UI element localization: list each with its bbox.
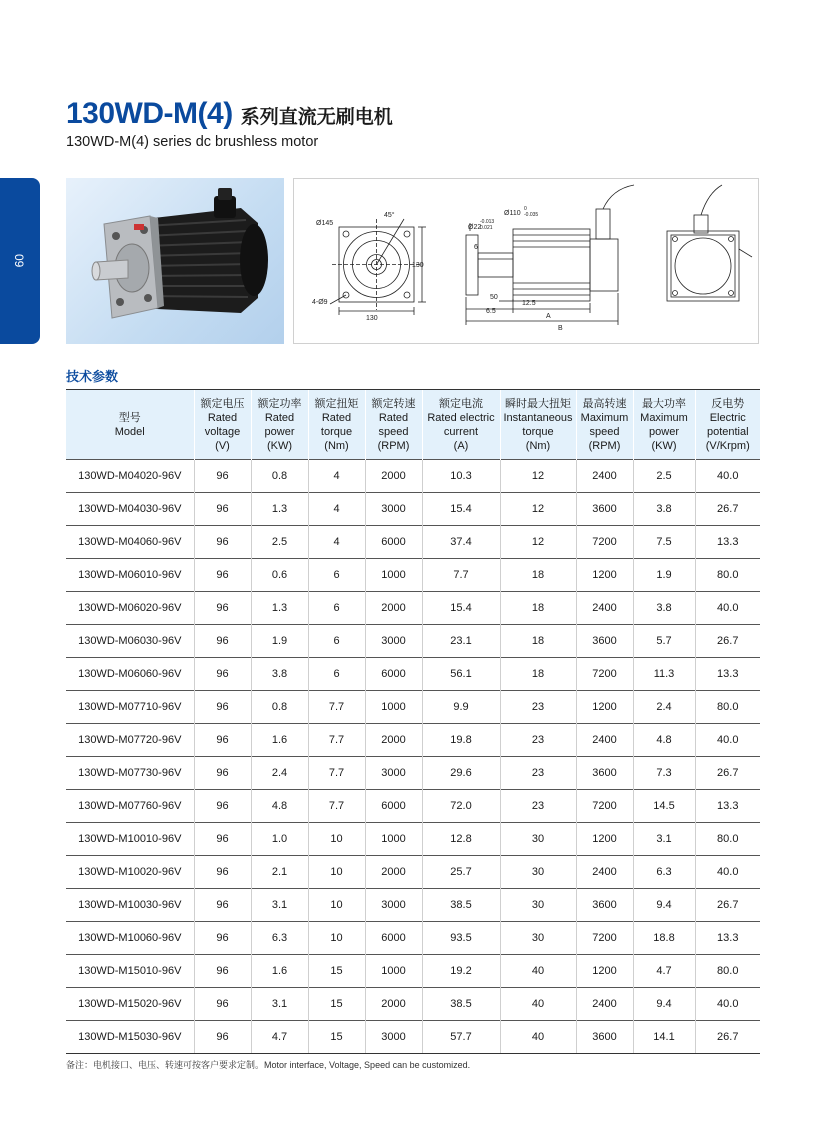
model-cell: 130WD-M06010-96V (66, 559, 194, 592)
table-row (66, 691, 760, 724)
table-cell: 7.7 (422, 559, 500, 592)
model-cell: 130WD-M06060-96V (66, 658, 194, 691)
table-cell: 19.2 (422, 955, 500, 988)
table-cell: 40 (500, 1021, 576, 1054)
table-cell: 3.1 (251, 988, 308, 1021)
title-model: 130WD-M(4) (66, 97, 233, 130)
dim-angle: 45° (384, 212, 395, 219)
table-cell: 7.7 (308, 691, 365, 724)
spec-table (66, 389, 760, 1054)
table-cell: 12 (500, 493, 576, 526)
table-cell: 18 (500, 658, 576, 691)
table-cell: 3.8 (251, 658, 308, 691)
table-cell: 96 (194, 922, 251, 955)
table-cell: 26.7 (695, 1021, 760, 1054)
table-cell: 23 (500, 790, 576, 823)
table-cell: 23 (500, 691, 576, 724)
table-row (66, 856, 760, 889)
table-cell: 5.7 (633, 625, 695, 658)
table-cell: 1000 (365, 559, 422, 592)
table-cell: 56.1 (422, 658, 500, 691)
table-cell: 3600 (576, 493, 633, 526)
table-cell: 3.1 (251, 889, 308, 922)
model-cell: 130WD-M07720-96V (66, 724, 194, 757)
table-cell: 2400 (576, 592, 633, 625)
model-cell: 130WD-M10020-96V (66, 856, 194, 889)
column-header (66, 390, 194, 460)
column-header-cn: 额定电压 (200, 397, 245, 410)
table-row (66, 823, 760, 856)
table-cell: 9.4 (633, 988, 695, 1021)
table-row (66, 625, 760, 658)
table-row (66, 559, 760, 592)
table-cell: 25.7 (422, 856, 500, 889)
column-header-en: Maximum power (KW) (640, 411, 688, 452)
table-cell: 12 (500, 526, 576, 559)
table-cell: 2000 (365, 988, 422, 1021)
column-header (695, 390, 760, 460)
dimension-svg (294, 179, 760, 345)
table-cell: 96 (194, 955, 251, 988)
table-cell: 72.0 (422, 790, 500, 823)
table-cell: 80.0 (695, 691, 760, 724)
column-header-en: Rated electric current (A) (427, 411, 495, 452)
column-header-cn: 额定转速 (371, 397, 416, 410)
column-header-cn: 最大功率 (642, 397, 686, 410)
table-row (66, 757, 760, 790)
model-cell: 130WD-M07760-96V (66, 790, 194, 823)
table-cell: 9.9 (422, 691, 500, 724)
table-cell: 38.5 (422, 889, 500, 922)
table-cell: 2000 (365, 592, 422, 625)
column-header-cn: 额定扭矩 (314, 397, 359, 410)
table-cell: 96 (194, 691, 251, 724)
table-cell: 7.7 (308, 724, 365, 757)
table-cell: 7.3 (633, 757, 695, 790)
table-cell: 11.3 (633, 658, 695, 691)
table-cell: 96 (194, 460, 251, 493)
table-cell: 57.7 (422, 1021, 500, 1054)
table-cell: 13.3 (695, 790, 760, 823)
table-cell: 2000 (365, 460, 422, 493)
table-cell: 1200 (576, 559, 633, 592)
table-cell: 96 (194, 592, 251, 625)
dim-d22-tol-bot: 0.021 (480, 225, 493, 231)
table-cell: 96 (194, 658, 251, 691)
table-cell: 3000 (365, 757, 422, 790)
motor-photo (66, 178, 284, 344)
column-header (308, 390, 365, 460)
table-cell: 2000 (365, 724, 422, 757)
table-cell: 9.4 (633, 889, 695, 922)
table-cell: 4.8 (633, 724, 695, 757)
dim-side-130: 130 (412, 262, 424, 269)
table-cell: 7200 (576, 790, 633, 823)
table-cell: 6000 (365, 526, 422, 559)
table-cell: 6 (308, 559, 365, 592)
table-cell: 96 (194, 889, 251, 922)
table-cell: 3.8 (633, 493, 695, 526)
table-cell: 1200 (576, 823, 633, 856)
model-cell: 130WD-M07730-96V (66, 757, 194, 790)
table-cell: 4.8 (251, 790, 308, 823)
table-cell: 26.7 (695, 625, 760, 658)
model-cell: 130WD-M04020-96V (66, 460, 194, 493)
column-header (422, 390, 500, 460)
table-cell: 96 (194, 1021, 251, 1054)
table-cell: 1.6 (251, 724, 308, 757)
table-cell: 10 (308, 922, 365, 955)
column-header-cn: 最高转速 (582, 397, 627, 410)
table-cell: 4.7 (633, 955, 695, 988)
table-cell: 4 (308, 526, 365, 559)
table-cell: 96 (194, 757, 251, 790)
table-cell: 40.0 (695, 460, 760, 493)
table-cell: 6 (308, 625, 365, 658)
table-cell: 6.3 (251, 922, 308, 955)
dim-A: A (546, 313, 551, 320)
table-cell: 1.3 (251, 493, 308, 526)
table-cell: 6.3 (633, 856, 695, 889)
table-cell: 23 (500, 724, 576, 757)
table-cell: 96 (194, 988, 251, 1021)
table-cell: 93.5 (422, 922, 500, 955)
table-cell: 80.0 (695, 559, 760, 592)
table-cell: 2.5 (633, 460, 695, 493)
table-cell: 96 (194, 526, 251, 559)
column-header-cn: 反电势 (711, 397, 745, 410)
table-cell: 3600 (576, 889, 633, 922)
table-cell: 1.9 (251, 625, 308, 658)
table-cell: 26.7 (695, 889, 760, 922)
table-cell: 0.8 (251, 460, 308, 493)
dim-bottom-130: 130 (366, 315, 378, 322)
column-header-en: Rated speed (RPM) (377, 411, 410, 452)
table-cell: 3000 (365, 1021, 422, 1054)
table-cell: 1.0 (251, 823, 308, 856)
table-cell: 14.5 (633, 790, 695, 823)
table-cell: 13.3 (695, 526, 760, 559)
title-cn: 系列直流无刷电机 (240, 107, 393, 128)
table-cell: 2400 (576, 724, 633, 757)
table-cell: 26.7 (695, 757, 760, 790)
dim-B: B (558, 325, 563, 332)
model-cell: 130WD-M15030-96V (66, 1021, 194, 1054)
model-cell: 130WD-M07710-96V (66, 691, 194, 724)
dim-6-5: 6.5 (486, 308, 496, 315)
table-cell: 80.0 (695, 955, 760, 988)
footnote: 备注：电机接口、电压、转速可按客户要求定制。Motor interface, Voltage, Speed can be customized. (66, 1060, 471, 1070)
table-cell: 6 (308, 658, 365, 691)
table-cell: 2000 (365, 856, 422, 889)
table-row (66, 922, 760, 955)
table-cell: 3600 (576, 757, 633, 790)
column-header-en: Maximum speed (RPM) (580, 411, 629, 452)
table-cell: 1.6 (251, 955, 308, 988)
table-row (66, 988, 760, 1021)
table-cell: 1200 (576, 691, 633, 724)
table-cell: 23.1 (422, 625, 500, 658)
table-cell: 2400 (576, 856, 633, 889)
table-cell: 19.8 (422, 724, 500, 757)
model-cell: 130WD-M15020-96V (66, 988, 194, 1021)
table-cell: 10.3 (422, 460, 500, 493)
table-cell: 30 (500, 889, 576, 922)
column-header (633, 390, 695, 460)
table-cell: 3.1 (633, 823, 695, 856)
table-cell: 96 (194, 724, 251, 757)
model-cell: 130WD-M10060-96V (66, 922, 194, 955)
table-row (66, 889, 760, 922)
column-header-cn: 额定功率 (257, 397, 302, 410)
table-cell: 30 (500, 823, 576, 856)
table-cell: 14.1 (633, 1021, 695, 1054)
model-cell: 130WD-M04060-96V (66, 526, 194, 559)
dim-d110-tol-top: 0 (524, 206, 527, 212)
table-cell: 7.5 (633, 526, 695, 559)
dim-holes: 4-Ø9 (312, 299, 328, 306)
column-header (365, 390, 422, 460)
table-cell: 1200 (576, 955, 633, 988)
table-cell: 40.0 (695, 724, 760, 757)
table-row (66, 493, 760, 526)
table-row (66, 790, 760, 823)
dim-6: 6 (474, 244, 478, 251)
table-cell: 12 (500, 460, 576, 493)
column-header-cn: 型号 (118, 411, 141, 424)
table-row (66, 592, 760, 625)
table-cell: 10 (308, 889, 365, 922)
table-cell: 30 (500, 856, 576, 889)
table-cell: 40.0 (695, 856, 760, 889)
table-cell: 1000 (365, 955, 422, 988)
table-row (66, 658, 760, 691)
column-header-en: Rated power (KW) (264, 411, 295, 452)
dim-d110: Ø110 (504, 210, 521, 217)
column-header (194, 390, 251, 460)
table-cell: 4 (308, 493, 365, 526)
page-number: 09 (12, 254, 26, 268)
table-cell: 13.3 (695, 922, 760, 955)
table-cell: 37.4 (422, 526, 500, 559)
column-header-cn: 额定电流 (439, 397, 483, 410)
table-cell: 38.5 (422, 988, 500, 1021)
table-cell: 7200 (576, 922, 633, 955)
table-cell: 3.8 (633, 592, 695, 625)
table-cell: 0.8 (251, 691, 308, 724)
table-cell: 7.7 (308, 757, 365, 790)
column-header-en: Model (114, 425, 145, 438)
column-header (500, 390, 576, 460)
column-header-cn: 瞬时最大扭矩 (505, 397, 571, 410)
table-cell: 3000 (365, 493, 422, 526)
table-cell: 29.6 (422, 757, 500, 790)
dim-50: 50 (490, 294, 498, 301)
table-cell: 96 (194, 493, 251, 526)
table-cell: 6 (308, 592, 365, 625)
table-cell: 23 (500, 757, 576, 790)
column-header-en: Instantaneous torque (Nm) (503, 411, 573, 452)
table-cell: 18.8 (633, 922, 695, 955)
table-cell: 3000 (365, 625, 422, 658)
table-cell: 1.3 (251, 592, 308, 625)
section-title: 技术参数 (66, 369, 119, 384)
table-cell: 2400 (576, 988, 633, 1021)
table-cell: 13.3 (695, 658, 760, 691)
column-header (251, 390, 308, 460)
dimension-drawing (293, 178, 759, 344)
table-cell: 2.5 (251, 526, 308, 559)
table-cell: 7.7 (308, 790, 365, 823)
table-cell: 15 (308, 955, 365, 988)
table-cell: 7200 (576, 658, 633, 691)
table-cell: 1000 (365, 691, 422, 724)
table-cell: 3600 (576, 625, 633, 658)
dim-d145: Ø145 (316, 220, 334, 227)
table-cell: 40.0 (695, 592, 760, 625)
table-cell: 18 (500, 592, 576, 625)
table-cell: 7200 (576, 526, 633, 559)
table-cell: 2400 (576, 460, 633, 493)
table-cell: 40 (500, 955, 576, 988)
table-cell: 0.6 (251, 559, 308, 592)
table-cell: 96 (194, 856, 251, 889)
table-cell: 26.7 (695, 493, 760, 526)
table-cell: 18 (500, 559, 576, 592)
table-cell: 96 (194, 559, 251, 592)
table-cell: 15.4 (422, 592, 500, 625)
table-cell: 40.0 (695, 988, 760, 1021)
table-row (66, 460, 760, 493)
model-cell: 130WD-M06020-96V (66, 592, 194, 625)
table-cell: 15 (308, 1021, 365, 1054)
table-cell: 96 (194, 790, 251, 823)
table-row (66, 724, 760, 757)
column-header-en: Electric potential (V/Krpm) (705, 411, 750, 452)
column-header-en: Rated torque (Nm) (320, 411, 353, 452)
table-cell: 6000 (365, 658, 422, 691)
table-cell: 10 (308, 823, 365, 856)
model-cell: 130WD-M15010-96V (66, 955, 194, 988)
table-cell: 6000 (365, 790, 422, 823)
table-cell: 80.0 (695, 823, 760, 856)
table-cell: 12.8 (422, 823, 500, 856)
dim-d22: Ø22 (468, 224, 482, 231)
table-cell: 40 (500, 988, 576, 1021)
model-cell: 130WD-M06030-96V (66, 625, 194, 658)
page-number-tab (0, 178, 40, 344)
page-subtitle: 130WD-M(4) series dc brushless motor (66, 134, 319, 150)
table-cell: 18 (500, 625, 576, 658)
table-header-row (66, 390, 760, 460)
table-cell: 2.4 (633, 691, 695, 724)
dim-d110-tol-bot: -0.035 (524, 212, 539, 218)
column-header (576, 390, 633, 460)
model-cell: 130WD-M10010-96V (66, 823, 194, 856)
table-cell: 96 (194, 823, 251, 856)
table-row (66, 955, 760, 988)
table-cell: 30 (500, 922, 576, 955)
table-cell: 15 (308, 988, 365, 1021)
dim-d22-tol-top: -0.013 (480, 219, 495, 225)
table-cell: 15.4 (422, 493, 500, 526)
table-cell: 4.7 (251, 1021, 308, 1054)
table-row (66, 526, 760, 559)
page-title (66, 97, 393, 131)
dim-12-5: 12.5 (522, 300, 536, 307)
table-cell: 3600 (576, 1021, 633, 1054)
table-cell: 2.4 (251, 757, 308, 790)
table-cell: 6000 (365, 922, 422, 955)
motor-illustration (66, 178, 284, 344)
model-cell: 130WD-M04030-96V (66, 493, 194, 526)
table-cell: 1000 (365, 823, 422, 856)
model-cell: 130WD-M10030-96V (66, 889, 194, 922)
table-cell: 4 (308, 460, 365, 493)
table-cell: 96 (194, 625, 251, 658)
table-row (66, 1021, 760, 1054)
table-cell: 10 (308, 856, 365, 889)
column-header-en: Rated voltage (V) (204, 411, 241, 452)
table-cell: 3000 (365, 889, 422, 922)
table-cell: 1.9 (633, 559, 695, 592)
table-cell: 2.1 (251, 856, 308, 889)
